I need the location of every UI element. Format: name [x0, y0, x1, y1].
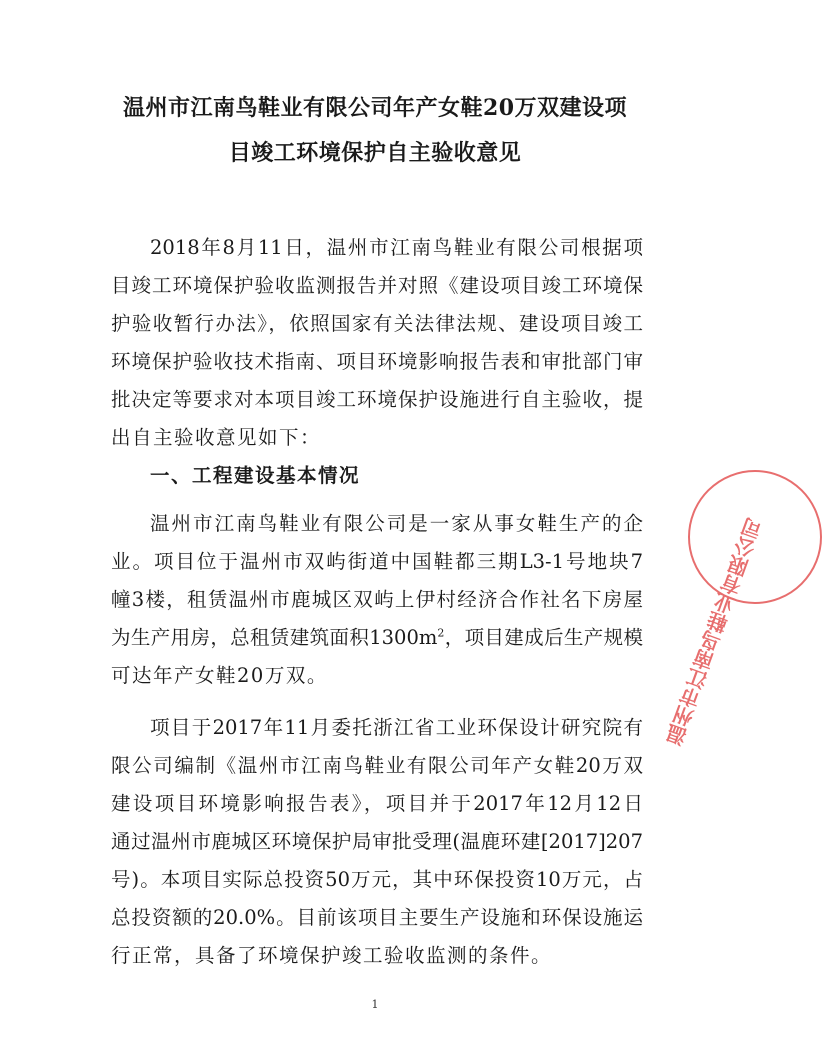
intro-line-2: 目竣工环境保护验收监测报告并对照《建设项目竣工环境保	[111, 274, 643, 297]
para3-line-4: 通过温州市鹿城区环境保护局审批受理(温鹿环建[2017]207	[111, 830, 643, 853]
para2-line-4-text: 为生产用房，总租赁建筑面积1300m	[111, 626, 438, 649]
para2-line-3: 幢3楼，租赁温州市鹿城区双屿上伊村经济合作社名下房屋	[111, 588, 643, 611]
company-seal-stamp	[662, 470, 822, 750]
para3-line-2: 限公司编制《温州市江南鸟鞋业有限公司年产女鞋20万双	[111, 754, 643, 777]
para3-line-6: 总投资额的20.0%。目前该项目主要生产设施和环保设施运	[111, 906, 643, 929]
intro-line-5: 批决定等要求对本项目竣工环境保护设施进行自主验收，提	[111, 388, 643, 411]
intro-line-3: 护验收暂行办法》，依照国家有关法律法规、建设项目竣工	[111, 312, 643, 335]
para3-line-7: 行正常，具备了环境保护竣工验收监测的条件。	[111, 944, 553, 967]
seal-text: 温州市江南鸟鞋业有限公司	[662, 515, 768, 750]
para2-line-5: 可达年产女鞋20万双。	[111, 664, 328, 687]
page-number: 1	[371, 998, 379, 1011]
para2-line-4-text-end: ，项目建成后生产规模	[444, 626, 643, 649]
para3-line-3: 建设项目环境影响报告表》，项目并于2017年12月12日	[111, 792, 643, 815]
para2-line-4	[111, 628, 643, 648]
para3-line-1: 项目于2017年11月委托浙江省工业环保设计研究院有	[150, 716, 643, 739]
para2-line-2: 业。项目位于温州市双屿街道中国鞋都三期L3-1号地块7	[111, 550, 643, 573]
section-heading-1: 一、工程建设基本情况	[150, 464, 361, 487]
document-title-line-1: 温州市江南鸟鞋业有限公司年产女鞋20万双建设项	[122, 95, 628, 121]
intro-line-6: 出自主验收意见如下：	[111, 426, 322, 449]
intro-line-4: 环境保护验收技术指南、项目环境影响报告表和审批部门审	[111, 350, 643, 373]
document-title-line-2: 目竣工环境保护自主验收意见	[228, 140, 522, 166]
area-unit-superscript: 2	[437, 626, 445, 640]
intro-line-1: 2018年8月11日，温州市江南鸟鞋业有限公司根据项	[150, 236, 643, 259]
para3-line-5: 号)。本项目实际总投资50万元，其中环保投资10万元，占	[111, 868, 643, 891]
para2-line-1: 温州市江南鸟鞋业有限公司是一家从事女鞋生产的企	[150, 512, 643, 535]
